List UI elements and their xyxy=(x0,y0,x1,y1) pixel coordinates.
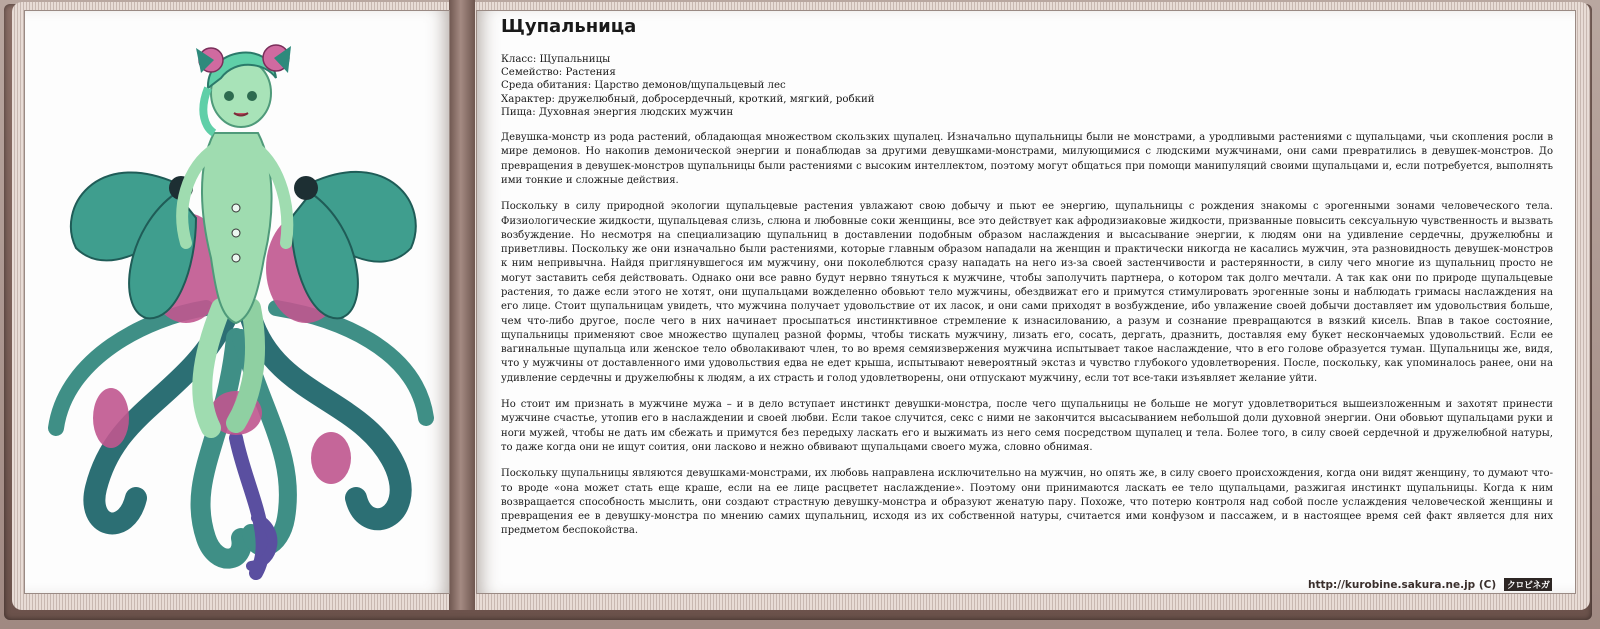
paragraph-husband: Но стоит им признать в мужчине мужа – и в дело вступает инстинкт девушки-монстра, после чего щупальницы не больше не могут удовлетвориться вышеизложенным и захотят принести мужчине счастье, утопив его в наслаждении и своей любви. Если такое случится, секс с ними не закончится высасыванием небольшой доли духовной энергии. Они обовьют щупальцами руки и ноги мужей, чтобы не дать им сбежать и примутся без передыху ласкать его и выжимать из него семя посредством щупалец и тела. Более того, в силу своей сердечной и дружелюбной натуры, то даже когда они не ищут соития, они ласково и нежно обвивают щупальцами своего мужа, словно обнимая. xyxy=(501,399,1553,453)
article xyxy=(499,16,1559,551)
footer-credit xyxy=(1308,578,1552,591)
paragraph-intro: Девушка-монстр из рода растений, обладающая множеством скользких щупалец. Изначально щупальницы были не монстрами, а уродливыми растениями с щупальцами, чьи скопления росли в мире демонов. Но накопив демонической энергии и понаблюдав за другими девушками-монстрами, милующимися с людскими мужчинами, они сами превратились в девушек-монстров. До превращения в девушек-монстров щупальницы были растениями с высоким интеллектом, поэтому могут общаться при помощи манипуляций своими щупальцами и, если потребуется, выполнять ими тонкие и сложные действия. xyxy=(501,132,1553,186)
footer-logo: クロビネガ xyxy=(1504,578,1553,591)
meta-habitat: Среда обитания: Царство демонов/щупальцевый лес xyxy=(501,80,786,92)
paragraph-ecology: Поскольку в силу природной экологии щупальцевые растения увлажают свою добычу и пьют ее энергию, щупальницы с рождения знакомы с эрогенными зонами человеческого тела. Физиологические жидкости, щупальцевая слизь, слюна и любовные соки женщины, все это действует как афродизиаковые жидкости, призванные повысить сексуальную чувственность и вызвать возбуждение. Но несмотря на специализацию щупальниц в доставлении подобным образом наслаждения и высасывание энергии, к людям они на удивление сердечны, дружелюбны и приветливы. Поскольку же они изначально были растениями, которые главным образом нападали на женщин и практически никогда не касались мужчин, эта разновидность девушек-монстров к ним непривычна. Найдя приглянувшегося им мужчину, они поколеблются сразу нападать на него из-за своей застенчивости и растерянности, в силу чего многие из щупальниц просто не могут заставить себя действовать. Однако они все равно будут нервно тянуться к мужчине, чтобы заполучить партнера, о котором так долго мечтали. А так как они по природе щупальцевые растения, то даже если этого не хотят, они щупальцами вожделенно обовьют тело мужчины, обездвижат его и примутся стимулировать эрогенные зоны и наблюдать гримасы наслаждения на его лице. Стоит щупальницам увидеть, что мужчина получает удовольствие от их ласок, и они сами приходят в возбуждение, ибо увлажение своей добычи доставляет им удовольствия больше, чем что-либо другое, после чего в них начинает просыпаться инстинктивное стремление к изнасилованию, а разум и сознание превращаются в вязкий кисель. Впав в такое состояние, щупальницы применяют свое множество щупалец разной формы, чтобы тискать мужчину, лизать его, сосать, дергать, дразнить, доставляя ему букет нескончаемых удовольствий. Если ее вагинальные щупальца или женское тело обволакивают член, то во время семяизвержения мужчина испытывает такое наслаждение, что в его голове образуется туман. Щупальницы же, видя, что у мужчины от доставленного ими удовольствия едва не едет крыша, испытывают невероятный экстаз и чувство глубокого удовлетворения. После, поскольку, как упоминалось ранее, они на удивление сердечны и дружелюбны к людям, а их страсть и голод удовлетворены, они отпускают мужчину, если тот все-таки изъявляет желание уйти. xyxy=(501,201,1553,384)
tentacle-girl-illustration xyxy=(36,18,436,583)
paragraph-women: Поскольку щупальницы являются девушками-монстрами, их любовь направлена исключительно на мужчин, но опять же, в силу своего происхождения, когда они видят женщину, то думают что-то вроде «она может стать еще краше, если на ее лице расцветет наслаждение». Поэтому они принимаются ласкать ее тело щупальцами, разжигая инстинкт щупальницы. Когда к ним возвращается способность мыслить, они создают страстную девушку-монстра и образуют женатую пару. Похоже, что потерю контроля над собой после услаждения человеческой женщины и превращения ее в девушку-монстра по мнению самих щупальниц, исходя из их собственной натуры, считается ими конфузом и пассажем, и в настоящее время сей факт является для них предметом беспокойства. xyxy=(501,468,1553,537)
meta-food: Пища: Духовная энергия людских мужчин xyxy=(501,106,734,118)
footer-copyright: (C) xyxy=(1478,579,1497,591)
meta-class: Класс: Щупальницы xyxy=(501,54,611,65)
article-meta xyxy=(499,53,1559,119)
meta-family: Семейство: Растения xyxy=(501,67,616,79)
article-title: Щупальница xyxy=(501,16,637,37)
book-spine xyxy=(449,0,475,610)
meta-character: Характер: дружелюбный, добросердечный, кроткий, мягкий, робкий xyxy=(501,93,875,105)
footer-url[interactable]: http://kurobine.sakura.ne.jp xyxy=(1308,579,1476,591)
